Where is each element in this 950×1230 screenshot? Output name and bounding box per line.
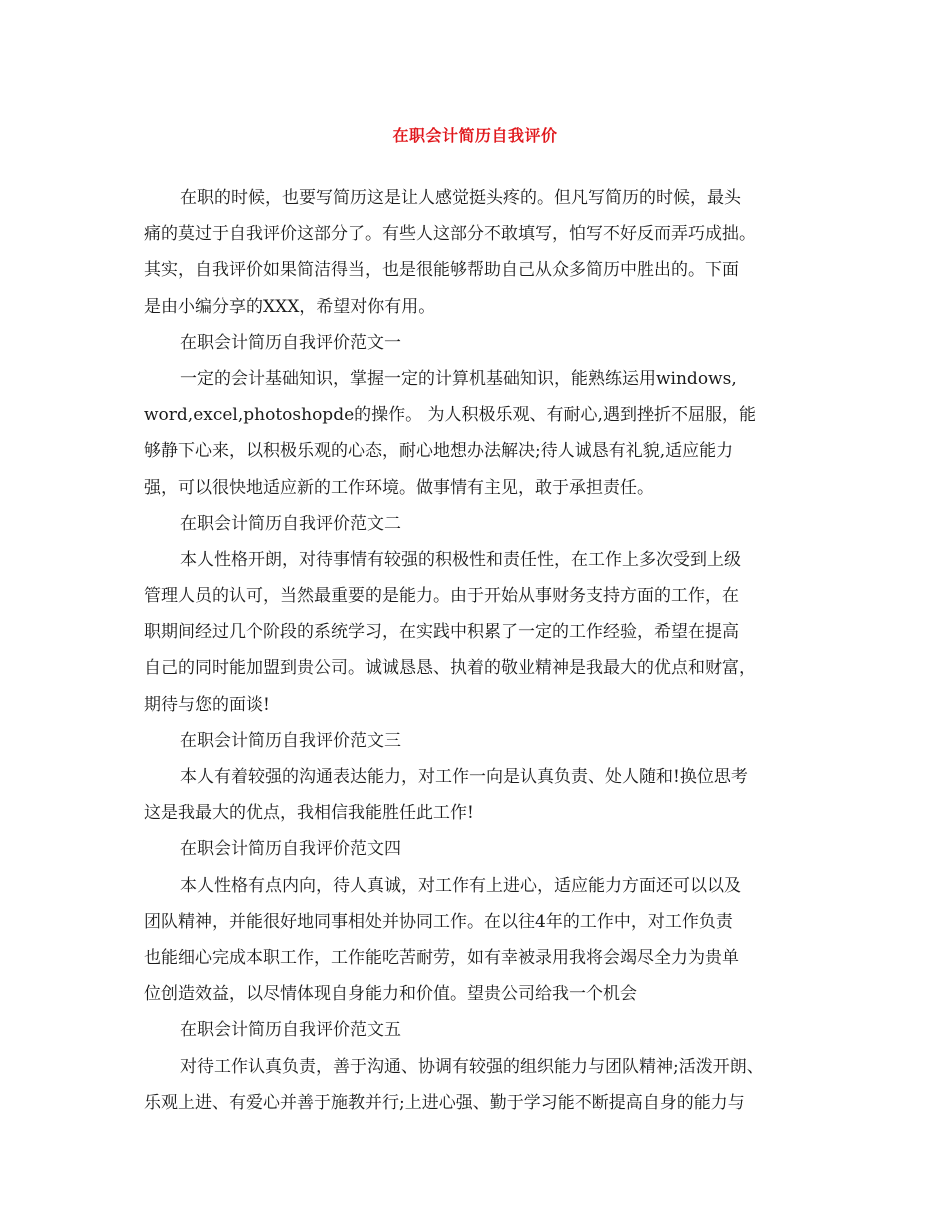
- text-line: 其实，自我评价如果简洁得当，也是很能够帮助自己从众多简历中胜出的。下面: [144, 260, 739, 281]
- text-line: 本人有着较强的沟通表达能力，对工作一向是认真负责、处人随和!换位思考: [180, 767, 748, 787]
- text-line: 一定的会计基础知识，掌握一定的计算机基础知识，能熟练运用windows,: [180, 368, 737, 389]
- text-line: 团队精神，并能很好地同事相处并协同工作。在以往4年的工作中，对工作负责: [144, 911, 733, 932]
- document-body: [144, 180, 824, 1121]
- text-line: 在职会计简历自我评价范文三: [180, 730, 401, 751]
- text-line: 痛的莫过于自我评价这部分了。有些人这部分不敢填写，怕写不好反而弄巧成拙。: [144, 224, 756, 245]
- text-line: 乐观上进、有爱心并善于施教并行;上进心强、勤于学习能不断提高自身的能力与: [144, 1092, 745, 1113]
- document-title: 在职会计简历自我评价: [392, 126, 558, 145]
- text-line: 自己的同时能加盟到贵公司。诚诚恳恳、执着的敬业精神是我最大的优点和财富，: [144, 658, 756, 679]
- text-line: 是由小编分享的XXX，希望对你有用。: [144, 296, 436, 317]
- text-line: 在职会计简历自我评价范文四: [180, 839, 401, 860]
- text-line: 在职的时候，也要写简历这是让人感觉挺头疼的。但凡写简历的时候，最头: [180, 188, 741, 208]
- text-line: 也能细心完成本职工作，工作能吃苦耐劳，如有幸被录用我将会竭尽全力为贵单: [144, 947, 739, 968]
- text-line: 在职会计简历自我评价范文二: [180, 513, 401, 534]
- text-line: word,excel,photoshopde的操作。 为人积极乐观、有耐心,遇到挫折不屈服，能: [144, 405, 756, 426]
- text-line: 期待与您的面谈!: [144, 694, 270, 715]
- text-line: 本人性格开朗，对待事情有较强的积极性和责任性，在工作上多次受到上级: [180, 549, 741, 570]
- text-line: 在职会计简历自我评价范文一: [180, 332, 401, 353]
- text-line: 强，可以很快地适应新的工作环境。做事情有主见，敢于承担责任。: [144, 477, 654, 498]
- text-line: 这是我最大的优点，我相信我能胜任此工作!: [144, 803, 474, 824]
- text-line: 够静下心来，以积极乐观的心态，耐心地想办法解决;待人诚恳有礼貌,适应能力: [144, 441, 734, 462]
- text-line: 本人性格有点内向，待人真诚，对工作有上进心，适应能力方面还可以以及: [180, 875, 741, 896]
- text-line: 管理人员的认可，当然最重要的是能力。由于开始从事财务支持方面的工作，在: [144, 586, 739, 607]
- text-line: 在职会计简历自我评价范文五: [180, 1020, 401, 1041]
- text-line: 位创造效益，以尽情体现自身能力和价值。望贵公司给我一个机会: [144, 984, 637, 1005]
- text-line: 职期间经过几个阶段的系统学习，在实践中积累了一定的工作经验，希望在提高: [144, 622, 739, 643]
- text-line: 对待工作认真负责，善于沟通、协调有较强的组织能力与团队精神;活泼开朗、: [180, 1056, 764, 1077]
